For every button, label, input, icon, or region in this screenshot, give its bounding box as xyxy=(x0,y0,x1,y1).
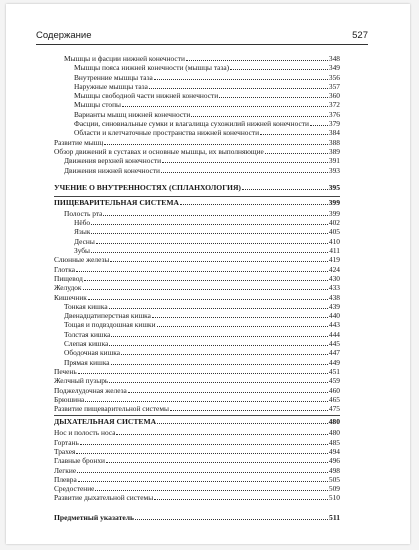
dot-leader xyxy=(76,453,328,454)
toc-entry[interactable] xyxy=(54,147,340,156)
toc-entry[interactable] xyxy=(54,82,340,91)
toc-entry-title: Глотка xyxy=(54,264,75,274)
toc-entry-title: Развитие дыхательной системы xyxy=(54,493,154,503)
toc-entry[interactable] xyxy=(54,493,340,502)
toc-entry-title: УЧЕНИЕ О ВНУТРЕННОСТЯХ (СПЛАНХОЛОГИЯ) xyxy=(54,182,241,192)
toc-entry-title: Внутренние мышцы таза xyxy=(74,72,153,82)
toc-entry[interactable] xyxy=(54,182,340,194)
toc-entry-page: 384 xyxy=(328,128,340,138)
toc-entry-title: Ободочная кишка xyxy=(64,348,121,358)
toc-entry-title: Язык xyxy=(74,227,91,237)
toc-entry-title: Средостение xyxy=(54,484,95,494)
dot-leader xyxy=(103,215,327,216)
toc-entry-title: Предметный указатель xyxy=(54,512,134,522)
dot-leader xyxy=(80,444,328,445)
toc-entry-title: Обзор движений в суставах и основные мышцы, их выполняющие xyxy=(54,146,264,156)
toc-entry-page: 376 xyxy=(328,109,340,119)
toc-entry-page: 505 xyxy=(328,474,340,484)
toc-entry-title: Прямая кишка xyxy=(64,357,110,367)
toc-entry-title: Движения верхней конечности xyxy=(64,156,162,166)
toc-entry-page: 405 xyxy=(328,227,340,237)
toc-entry[interactable] xyxy=(54,339,340,348)
toc-entry-page: 480 xyxy=(328,428,340,438)
dot-leader xyxy=(265,153,328,154)
toc-entry-title: Тонкая кишка xyxy=(64,301,108,311)
dot-leader xyxy=(85,401,328,402)
toc-entry-page: 451 xyxy=(328,366,340,376)
toc-entry-title: Двенадцатиперстная кишка xyxy=(64,311,151,321)
toc-entry-title: Движения нижней конечности xyxy=(64,165,160,175)
toc-entry-page: 399 xyxy=(328,197,340,207)
dot-leader xyxy=(170,410,328,411)
toc-entry[interactable] xyxy=(54,330,340,339)
dot-leader xyxy=(91,233,328,234)
toc-entry-title: Развитие пищеварительной системы xyxy=(54,404,169,414)
toc-entry-page: 475 xyxy=(328,404,340,414)
toc-entry-page: 393 xyxy=(328,165,340,175)
toc-entry[interactable] xyxy=(54,367,340,376)
dot-leader xyxy=(310,125,328,126)
toc-entry-page: 399 xyxy=(328,208,340,218)
toc-entry-page: 419 xyxy=(328,255,340,265)
toc-entry[interactable] xyxy=(54,156,340,165)
toc-entry-title: Слюнные железы xyxy=(54,255,110,265)
toc-entry[interactable] xyxy=(54,404,340,413)
toc-entry[interactable] xyxy=(54,283,340,292)
table-of-contents xyxy=(54,54,340,524)
toc-entry-page: 447 xyxy=(328,348,340,358)
toc-entry[interactable] xyxy=(54,416,340,428)
dot-leader xyxy=(78,481,328,482)
toc-entry-title: Желудок xyxy=(54,283,82,293)
dot-leader xyxy=(122,106,328,107)
dot-leader xyxy=(154,499,328,500)
toc-entry[interactable] xyxy=(54,386,340,395)
running-header xyxy=(36,30,368,45)
toc-entry-page: 498 xyxy=(328,465,340,475)
toc-entry[interactable] xyxy=(54,447,340,456)
toc-entry[interactable] xyxy=(54,227,340,236)
dot-leader xyxy=(116,434,327,435)
toc-entry[interactable] xyxy=(54,255,340,264)
toc-entry-page: 460 xyxy=(328,385,340,395)
toc-entry[interactable] xyxy=(54,166,340,175)
dot-leader xyxy=(83,289,328,290)
toc-entry[interactable] xyxy=(54,376,340,385)
toc-entry[interactable] xyxy=(54,237,340,246)
dot-leader xyxy=(109,345,328,346)
dot-leader xyxy=(152,317,328,318)
toc-entry-page: 402 xyxy=(328,218,340,228)
dot-leader xyxy=(180,204,328,205)
dot-leader xyxy=(162,162,328,163)
toc-entry[interactable] xyxy=(54,512,340,524)
toc-entry-title: Области и клетчаточные пространства нижней конечности xyxy=(74,128,260,138)
toc-entry-title: ДЫХАТЕЛЬНАЯ СИСТЕМА xyxy=(54,417,157,427)
toc-entry-page: 440 xyxy=(328,311,340,321)
toc-entry-page: 430 xyxy=(328,273,340,283)
toc-entry[interactable] xyxy=(54,348,340,357)
toc-entry-page: 480 xyxy=(328,417,340,427)
toc-entry[interactable] xyxy=(54,63,340,72)
toc-entry[interactable] xyxy=(54,128,340,137)
toc-entry[interactable] xyxy=(54,395,340,404)
dot-leader xyxy=(128,392,328,393)
toc-entry-title: Пищевод xyxy=(54,273,83,283)
dot-leader xyxy=(230,69,328,70)
toc-entry-title: Брюшина xyxy=(54,394,85,404)
toc-entry-title: Варианты мышц нижней конечности xyxy=(74,109,191,119)
toc-entry-page: 510 xyxy=(328,493,340,503)
toc-entry-page: 357 xyxy=(328,81,340,91)
dot-leader xyxy=(157,326,328,327)
toc-entry-title: Зубы xyxy=(74,246,91,256)
dot-leader xyxy=(154,79,328,80)
toc-entry-page: 494 xyxy=(328,446,340,456)
toc-entry-page: 349 xyxy=(328,63,340,73)
toc-entry[interactable] xyxy=(54,246,340,255)
toc-entry-page: 439 xyxy=(328,301,340,311)
toc-entry-page: 410 xyxy=(328,236,340,246)
toc-entry-title: Мышцы пояса нижней конечности (мышцы таза) xyxy=(74,63,230,73)
toc-entry-title: Толстая кишка xyxy=(64,329,111,339)
dot-leader xyxy=(161,172,328,173)
dot-leader xyxy=(121,354,328,355)
toc-entry-page: 379 xyxy=(328,119,340,129)
toc-entry-title: Слепая кишка xyxy=(64,339,109,349)
dot-leader xyxy=(149,88,328,89)
header-page-number: 527 xyxy=(352,30,368,41)
toc-entry-page: 465 xyxy=(328,394,340,404)
toc-entry-page: 485 xyxy=(328,437,340,447)
toc-entry[interactable] xyxy=(54,358,340,367)
toc-entry-page: 424 xyxy=(328,264,340,274)
toc-entry[interactable] xyxy=(54,293,340,302)
toc-entry[interactable] xyxy=(54,138,340,147)
dot-leader xyxy=(260,134,328,135)
toc-entry-page: 360 xyxy=(328,91,340,101)
toc-entry-title: Наружные мышцы таза xyxy=(74,81,148,91)
dot-leader xyxy=(106,462,328,463)
toc-entry-title: Главные бронхи xyxy=(54,456,105,466)
toc-entry-page: 388 xyxy=(328,137,340,147)
toc-entry-title: Фасции, синовиальные сумки и влагалища сухожилий нижней конечности xyxy=(74,119,309,129)
toc-entry-page: 348 xyxy=(328,54,340,63)
toc-entry-title: Поджелудочная железа xyxy=(54,385,127,395)
toc-entry-title: Десны xyxy=(74,236,95,246)
dot-leader xyxy=(91,252,328,253)
dot-leader xyxy=(242,189,328,190)
toc-entry-title: Полость рта xyxy=(64,208,103,218)
dot-leader xyxy=(91,224,328,225)
toc-entry-title: Развитие мышц xyxy=(54,137,104,147)
toc-entry-page: 356 xyxy=(328,72,340,82)
dot-leader xyxy=(219,97,328,98)
dot-leader xyxy=(95,490,327,491)
toc-entry-page: 389 xyxy=(328,146,340,156)
toc-entry-page: 445 xyxy=(328,339,340,349)
dot-leader xyxy=(157,423,327,424)
toc-entry[interactable] xyxy=(54,119,340,128)
toc-entry-title: Тощая и подвздошная кишки xyxy=(64,320,156,330)
toc-entry[interactable] xyxy=(54,428,340,437)
book-page xyxy=(6,4,410,544)
toc-entry-page: 496 xyxy=(328,456,340,466)
toc-entry-title: Нос и полость носа xyxy=(54,428,116,438)
toc-entry[interactable] xyxy=(54,302,340,311)
dot-leader xyxy=(110,261,328,262)
toc-entry[interactable] xyxy=(54,110,340,119)
toc-entry-page: 509 xyxy=(328,484,340,494)
dot-leader xyxy=(77,472,328,473)
toc-entry-page: 395 xyxy=(328,182,340,192)
toc-entry-title: Гортань xyxy=(54,437,79,447)
dot-leader xyxy=(88,299,328,300)
toc-entry-page: 443 xyxy=(328,320,340,330)
header-title: Содержание xyxy=(36,30,92,41)
toc-entry-page: 433 xyxy=(328,283,340,293)
toc-entry[interactable] xyxy=(54,100,340,109)
toc-entry-title: ПИЩЕВАРИТЕЛЬНАЯ СИСТЕМА xyxy=(54,197,179,207)
dot-leader xyxy=(135,519,328,520)
toc-entry-page: 459 xyxy=(328,376,340,386)
toc-entry-title: Желчный пузырь xyxy=(54,376,109,386)
toc-entry[interactable] xyxy=(54,218,340,227)
toc-entry-title: Кишечник xyxy=(54,292,87,302)
toc-entry[interactable] xyxy=(54,438,340,447)
dot-leader xyxy=(104,144,328,145)
toc-entry-page: 411 xyxy=(329,246,340,256)
dot-leader xyxy=(76,271,328,272)
dot-leader xyxy=(109,382,328,383)
toc-entry-title: Плевра xyxy=(54,474,77,484)
dot-leader xyxy=(111,364,328,365)
toc-entry-title: Мышцы свободной части нижней конечности xyxy=(74,91,219,101)
dot-leader xyxy=(78,373,328,374)
toc-entry-title: Трахея xyxy=(54,446,76,456)
dot-leader xyxy=(84,280,328,281)
toc-entry-title: Нёбо xyxy=(74,218,91,228)
dot-leader xyxy=(109,308,328,309)
toc-entry[interactable] xyxy=(54,466,340,475)
dot-leader xyxy=(96,243,328,244)
toc-entry[interactable] xyxy=(54,311,340,320)
dot-leader xyxy=(111,336,328,337)
toc-entry[interactable] xyxy=(54,91,340,100)
toc-entry[interactable] xyxy=(54,209,340,218)
toc-entry[interactable] xyxy=(54,456,340,465)
toc-entry[interactable] xyxy=(54,197,340,209)
toc-entry[interactable] xyxy=(54,484,340,493)
toc-entry-title: Печень xyxy=(54,366,77,376)
toc-entry-title: Мышцы стопы xyxy=(74,100,122,110)
dot-leader xyxy=(191,116,328,117)
toc-entry-page: 449 xyxy=(328,357,340,367)
toc-entry-page: 511 xyxy=(329,512,340,522)
toc-entry[interactable] xyxy=(54,320,340,329)
toc-entry[interactable] xyxy=(54,475,340,484)
toc-entry-title: Мышцы и фасции нижней конечности xyxy=(64,54,185,63)
toc-entry[interactable] xyxy=(54,274,340,283)
toc-entry[interactable] xyxy=(54,73,340,82)
toc-entry[interactable] xyxy=(54,265,340,274)
toc-entry[interactable] xyxy=(54,54,340,63)
toc-entry-page: 438 xyxy=(328,292,340,302)
toc-entry-page: 391 xyxy=(328,156,340,166)
dot-leader xyxy=(186,60,328,61)
toc-entry-page: 444 xyxy=(328,329,340,339)
toc-entry-page: 372 xyxy=(328,100,340,110)
toc-entry-title: Легкие xyxy=(54,465,77,475)
